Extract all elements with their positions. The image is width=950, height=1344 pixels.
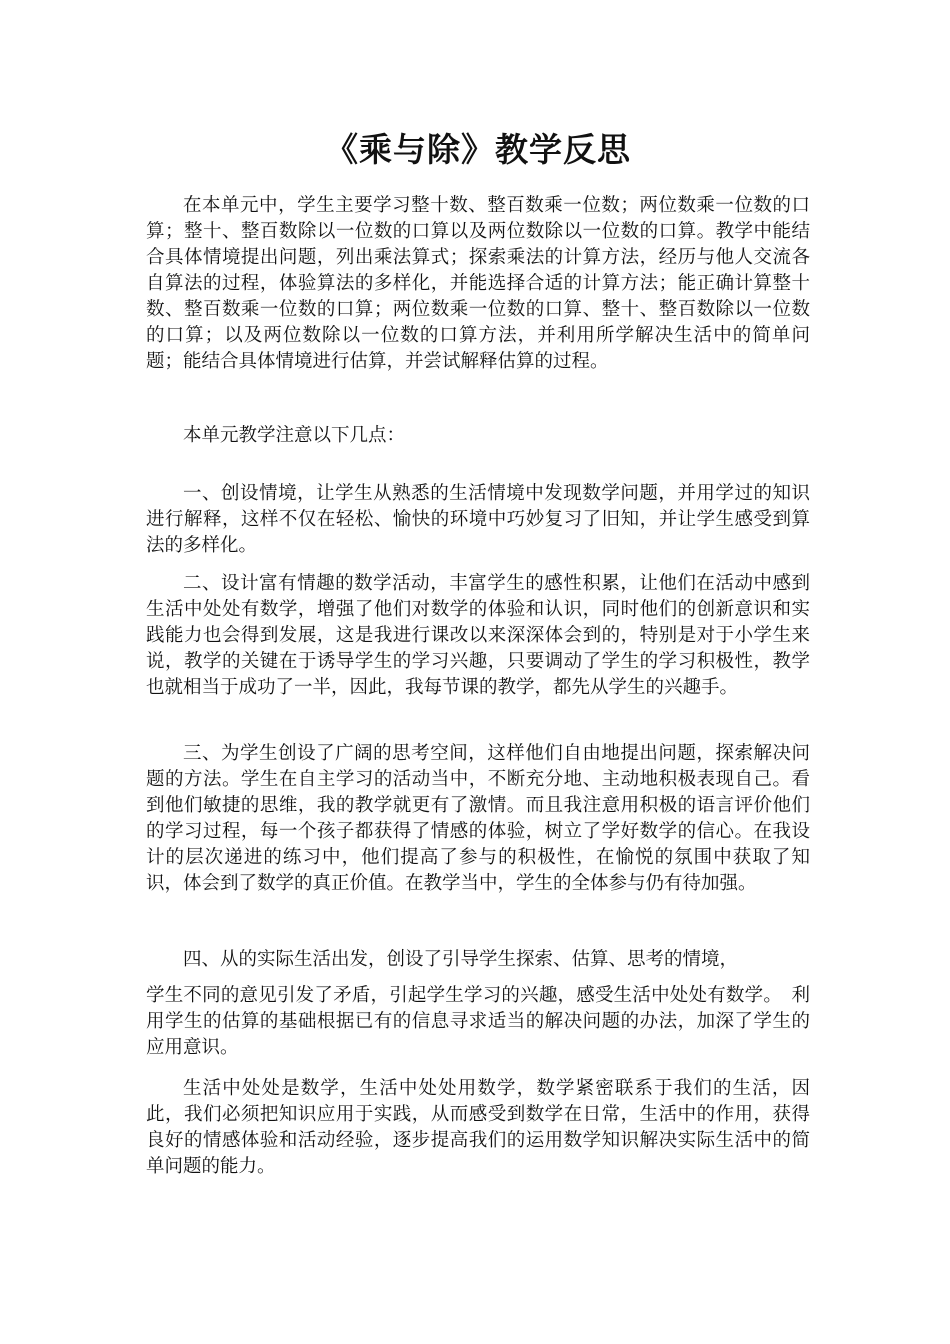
paragraph-point-four-rest: 学生不同的意见引发了矛盾，引起学生学习的兴趣，感受生活中处处有数学。 利用学生的估算的基础根据已有的信息寻求适当的解决问题的办法，加深了学生的应用意识。 [146,985,810,1058]
line-gap [146,973,810,983]
paragraph-point-four-first-line: 四、从的实际生活出发，创设了引导学生探索、估算、思考的情境， [183,949,739,970]
paragraph-point-four [146,947,810,1061]
document-title: 《乘与除》教学反思 [325,130,631,169]
paragraph-intro: 在本单元中，学生主要学习整十数、整百数乘一位数；两位数乘一位数的口算；整十、整百数除以一位数的口算以及两位数除以一位数的口算。教学中能结合具体情境提出问题，列出乘法算式；探索乘法的计算方法，经历与他人交流各自算法的过程，体验算法的多样化，并能选择合适的计算方法；能正确计算整十数、整百数乘一位数的口算；两位数乘一位数的口算、整十、整百数除以一位数的口算；以及两位数除以一位数的口算方法，并利用所学解决生活中的简单问题；能结合具体情境进行估算，并尝试解释估算的过程。 [146,195,810,372]
paragraph-conclusion: 生活中处处是数学，生活中处处用数学，数学紧密联系于我们的生活，因此，我们必须把知识应用于实践，从而感受到数学在日常，生活中的作用，获得良好的情感体验和活动经验，逐步提高我们的运用数学知识解决实际生活中的简单问题的能力。 [146,1078,810,1177]
paragraph-notes-heading: 本单元教学注意以下几点： [183,425,406,446]
paragraph-point-three: 三、为学生创设了广阔的思考空间，这样他们自由地提出问题，探索解决问题的方法。学生在自主学习的活动当中，不断充分地、主动地积极表现自己。看到他们敏捷的思维，我的教学就更有了激情。而且我注意用积极的语言评价他们的学习过程，每一个孩子都获得了情感的体验，树立了学好数学的信心。在我设计的层次递进的练习中，他们提高了参与的积极性，在愉悦的氛围中获取了知识，体会到了数学的真正价值。在教学当中，学生的全体参与仍有待加强。 [146,743,810,894]
paragraph-point-one: 一、创设情境，让学生从熟悉的生活情境中发现数学问题，并用学过的知识进行解释，这样不仅在轻松、愉快的环境中巧妙复习了旧知，并让学生感受到算法的多样化。 [146,483,810,556]
paragraph-point-two: 二、设计富有情趣的数学活动，丰富学生的感性积累，让他们在活动中感到生活中处处有数学，增强了他们对数学的体验和认识，同时他们的创新意识和实践能力也会得到发展，这是我进行课改以来深深体会到的，特别是对于小学生来说，教学的关键在于诱导学生的学习兴趣，只要调动了学生的学习积极性，教学也就相当于成功了一半，因此，我每节课的教学，都先从学生的兴趣手。 [146,573,810,698]
